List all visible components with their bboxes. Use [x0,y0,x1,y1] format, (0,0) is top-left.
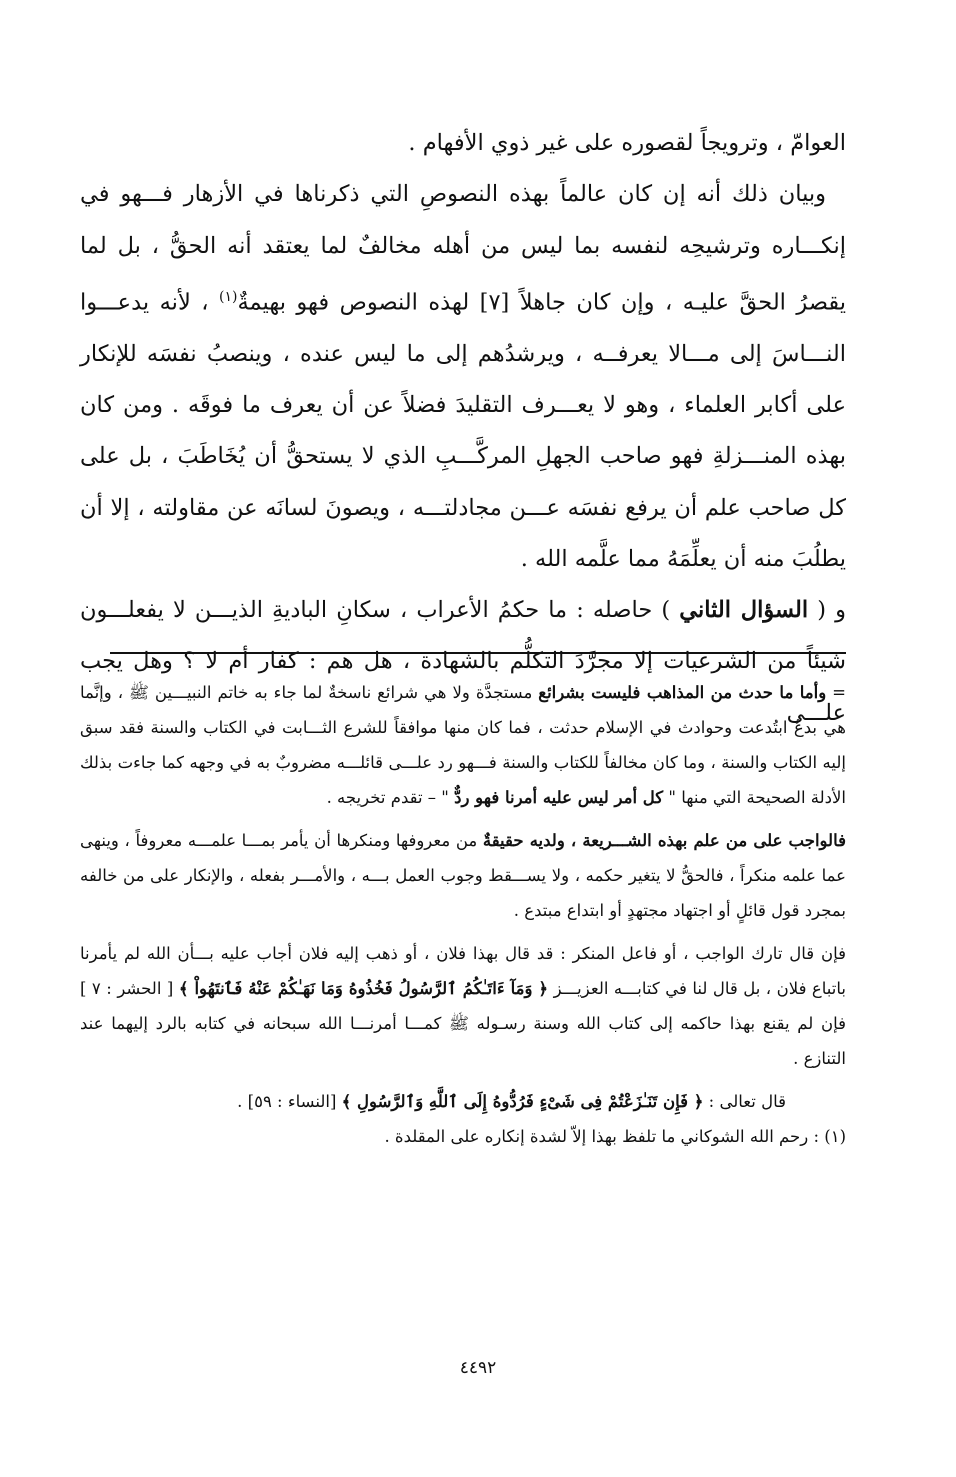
footnote-ref-1[interactable]: (١) [219,288,238,305]
note-2 [80,823,846,928]
note-1-prefix: = [826,683,846,702]
note-2-bold: فالواجب على من علم بهذه الشـــريعة ، ولديه حقيقةٌ [482,831,846,850]
note-1-end: " – تقدم تخريجه . [326,788,455,807]
note-1-hadith: كل أمر ليس عليه أمرنا فهو ردٌّ [454,788,664,807]
paragraph-2-part-a: وبيان ذلك أنه إن كان عالماً بهذه النصوصِ التي ذكرناها في الأزهار فـــهو في إنكـــاره وترشيحِه لنفسه بما ليس من أهله مخالفٌ لما يعتقد أنه الحقُّ ، بل لما يقصرُ الحقَّ عليـه ، وإن كان جاهلاً [٧] لهذه النصوص فهو بهيمةٌ [80,181,846,316]
note-1 [80,675,846,815]
note-4-rest: [النساء : ٥٩] . [237,1092,342,1111]
main-text [80,118,846,739]
note-3-body: فإن قال تارك الواجب ، أو فاعل المنكر : قد قال بهذا فلان ، أو ذهب إليه فلان أجاب عليه بـــأن الله لم يأمرنا باتباع فلان ، بل قال لنا في كتابـــه العزيـــز [80,944,846,998]
note-3 [80,936,846,1076]
paragraph-3-body: ) حاصله : ما حكمُ الأعراب ، سكانِ الباديةِ الذيـــن لا يفعلـــون شيئاً من الشرعيات إلا مجرَّدَ التكلُّم بالشهادة ، هل هم : كفار أم لا ؟ وهل يجب علـــى [80,597,846,726]
note-4-quran: ﴿ فَإِن تَنَـٰزَعْتُمْ فِى شَىْءٍ فَرُدُّوهُ إِلَى ٱللَّهِ وَٱلرَّسُولِ ﴾ [341,1092,704,1111]
footnotes [80,675,846,1154]
paragraph-2 [80,169,846,585]
footnote-1: (١) : رحم الله الشوكاني ما تلفظ بهذا إلاّ لشدة إنكاره على المقلدة . [384,1127,846,1146]
note-3-rest: [ الحشر : ٧ ] فإن لم يقنع بهذا حاكمه إلى كتاب الله وسنة رسـوله ﷺ كمـــا أمرنـــا الله سبحانه في كتابه بالرد إليهما عند التنازع . [80,979,846,1068]
footnote-separator [110,652,846,654]
note-4 [80,1084,846,1119]
note-3-quran: ﴿ وَمَآ ءَاتَـٰكُمُ ٱلرَّسُولُ فَخُذُوهُ وَمَا نَهَـٰكُمْ عَنْهُ فَٱنتَهُواْ ﴾ [178,979,549,998]
page-number: ٤٤٩٢ [459,1358,497,1378]
note-1-bold: وأما ما حدث من المذاهب فليست بشرائع [538,683,827,702]
note-1-body: مستجدَّة ولا هي شرائع ناسخةٌ لما جاء به خاتم النبيـــين ﷺ ، وإنَّما هي بدعٌ ابتُدعت وحوادث في الإسلام حدثت ، فما كان منها موافقاً للشرع الثـــابت في الكتاب والسنة فقد سبق إليه الكتاب والسنة ، وما كان مخالفاً للكتاب والسنة فـــهو رد علـــى قائلـــه مضروبٌ به في وجهه كما جاءت بذلك الأدلة الصحيحة التي منها " [80,683,846,807]
paragraph-2-part-b: ، لأنه يدعـــوا النـــاسَ إلى مـــالا يعرفــه ، ويرشدُهم إلى ما ليس عنده ، وينصبُ نفسَه للإنكار على أكابر العلماء ، وهو لا يعـــرف التقليدَ فضلاً عن أن يعرف ما فوقَه . ومن كان بهذه المنـــزلةِ فهو صاحب الجهلِ المركَّـــبِ الذي لا يستحقُّ أن يُخَاطَبَ ، بل على كل صاحب علم أن يرفع نفسَه عـــن مجادلتـــه ، ويصونَ لسانَه عن مقاولته ، إلا أن يطلُبَ منه أن يعلِّمَهُ مما علَّمه الله . [80,289,846,572]
question-heading: السؤال الثاني [679,597,809,624]
paragraph-3-prefix: و ( [808,597,846,624]
note-2-body: من معروفها ومنكرها أن يأمر بمـــا علمـــه معروفاً ، وينهى عما علمه منكراً ، فالحقُّ لا يتغير حكمه ، ولا يســـقط وجوب العمل بـــه ، والأمـــر بفعله ، والإنكار على من خالفه بمجرد قول قائلٍ أو اجتهاد مجتهدٍ أو ابتداع مبتدع . [80,831,846,920]
paragraph-1: العوامّ ، وترويجاً لقصوره على غير ذوي الأفهام . [408,130,846,156]
note-4-prefix: قال تعالى : [703,1092,786,1111]
